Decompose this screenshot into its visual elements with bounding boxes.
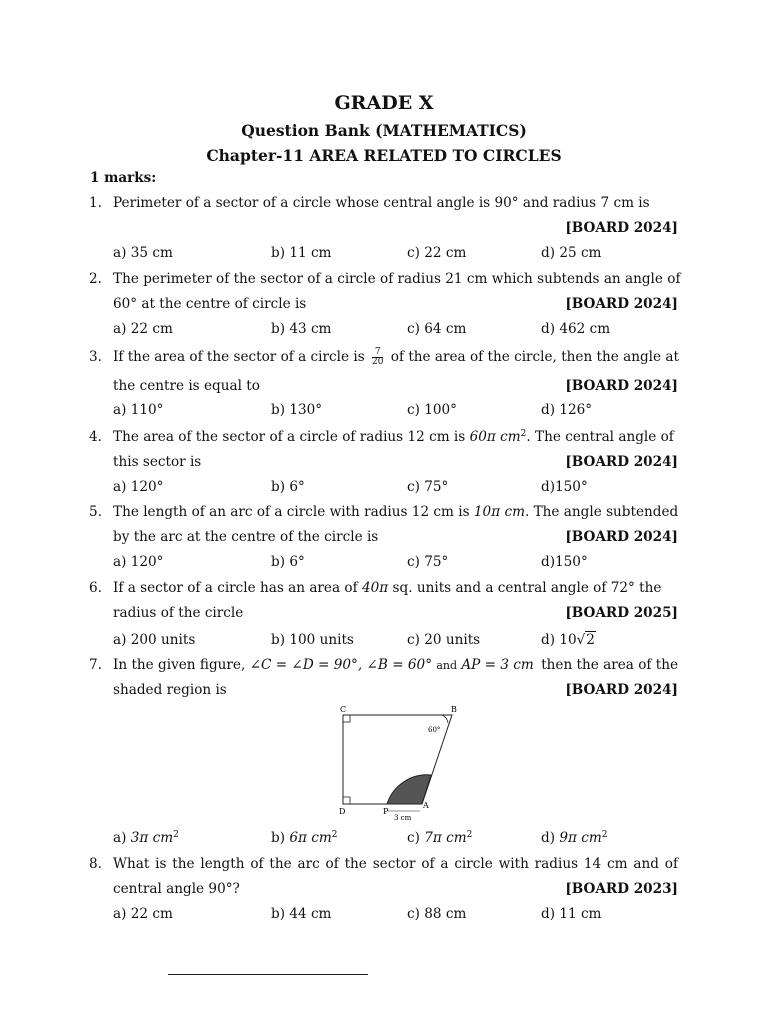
question-3-options <box>113 401 683 419</box>
option-d: d) 462 cm <box>541 321 611 337</box>
footnote-rule <box>168 974 368 975</box>
question-3-line-2 <box>113 377 678 395</box>
question-8-line-2 <box>113 880 678 898</box>
board-tag: [BOARD 2023] <box>565 881 678 897</box>
option-d <box>541 829 607 847</box>
question-text: In the given figure, <box>113 657 246 673</box>
option-c <box>407 829 472 847</box>
option-d: d) 126° <box>541 402 593 418</box>
option-a: a) 22 cm <box>113 906 173 922</box>
option-b <box>271 829 337 847</box>
right-angle-c <box>343 715 350 722</box>
question-text-rest: of the area of the circle, then the angle at <box>390 349 679 365</box>
question-5-line-2 <box>113 528 678 546</box>
board-tag: [BOARD 2024] <box>565 454 678 470</box>
question-text: The area of the sector of a circle of radius 12 cm is <box>113 429 466 445</box>
question-5-options <box>113 553 683 571</box>
option-b: b) 100 units <box>271 632 354 648</box>
fraction-numerator: 7 <box>372 348 383 358</box>
option-c: c) 88 cm <box>407 906 467 922</box>
question-text-rest: then the area of the <box>541 657 678 673</box>
fraction <box>372 348 383 367</box>
angle-arc-b <box>442 715 448 723</box>
option-a <box>113 829 179 847</box>
superscript: 2 <box>520 429 527 439</box>
board-tag: [BOARD 2025] <box>565 605 678 621</box>
right-angle-d <box>343 797 350 804</box>
question-7 <box>89 656 678 674</box>
board-tag: [BOARD 2024] <box>565 296 678 312</box>
option-math: 6π cm <box>289 830 332 846</box>
label-dimension: 3 cm <box>394 814 412 822</box>
question-number: 5. <box>89 504 102 520</box>
option-a: a) 22 cm <box>113 321 173 337</box>
option-c: c) 22 cm <box>407 245 467 261</box>
label-a: A <box>423 801 429 810</box>
option-b: b) 130° <box>271 402 323 418</box>
question-number: 8. <box>89 856 102 872</box>
option-math: 7π cm <box>424 830 467 846</box>
option-d: d) 11 cm <box>541 906 602 922</box>
question-text-cont: the centre is equal to <box>113 378 260 394</box>
question-text: The perimeter of the sector of a circle of radius 21 cm which subtends an angle of <box>113 271 681 287</box>
question-7-options <box>113 829 683 847</box>
option-c: c) 100° <box>407 402 457 418</box>
question-8 <box>89 855 678 873</box>
board-tag: [BOARD 2024] <box>565 682 678 698</box>
option-d-prefix: d) 10 <box>541 632 577 648</box>
option-b: b) 6° <box>271 554 305 570</box>
shaded-sector <box>387 775 431 804</box>
option-c: c) 20 units <box>407 632 481 648</box>
question-number: 3. <box>89 349 102 365</box>
board-tag: [BOARD 2024] <box>565 220 678 236</box>
question-text-cont: 60° at the centre of circle is <box>113 296 307 312</box>
math-length: AP = 3 cm <box>461 657 534 673</box>
question-3 <box>89 347 679 367</box>
subject-title: Question Bank (MATHEMATICS) <box>241 121 527 140</box>
question-2 <box>89 270 681 288</box>
option-c: c) 64 cm <box>407 321 467 337</box>
board-tag: [BOARD 2024] <box>565 378 678 394</box>
option-b: b) 11 cm <box>271 245 332 261</box>
superscript: 2 <box>173 830 179 840</box>
label-p: P <box>383 807 389 816</box>
question-text: The length of an arc of a circle with radius 12 cm is <box>113 504 470 520</box>
question-6-options <box>113 631 683 649</box>
figure-svg <box>330 703 457 823</box>
question-number: 4. <box>89 429 102 445</box>
question-8-options <box>113 905 683 923</box>
question-4 <box>89 428 678 446</box>
grade-title: GRADE X <box>334 92 434 114</box>
question-text-rest: sq. units and a central angle of 72° the <box>392 580 662 596</box>
question-4-options <box>113 478 683 496</box>
option-d: d) 25 cm <box>541 245 602 261</box>
math-angles: ∠C = ∠D = 90°, ∠B = 60° <box>249 657 432 673</box>
math-expression: 10π cm <box>473 504 525 520</box>
question-1 <box>89 194 678 212</box>
option-math: 9π cm <box>559 830 602 846</box>
question-number: 1. <box>89 195 102 211</box>
question-text: What is the length of the arc of the sector of a circle with radius 14 cm and of <box>113 856 678 872</box>
question-7-line-2 <box>113 681 678 699</box>
trapezium-figure <box>330 703 457 827</box>
question-6-line-2 <box>113 604 678 622</box>
question-text-cont: this sector is <box>113 454 202 470</box>
question-text-rest: . The angle subtended <box>524 504 679 520</box>
question-number: 6. <box>89 580 102 596</box>
label-d: D <box>339 807 346 816</box>
option-c: c) 75° <box>407 479 449 495</box>
sqrt-radicand: 2 <box>586 632 595 648</box>
option-a: a) 35 cm <box>113 245 173 261</box>
option-a: a) 120° <box>113 554 164 570</box>
question-text-cont: radius of the circle <box>113 605 244 621</box>
board-tag: [BOARD 2024] <box>565 529 678 545</box>
question-text-cont: central angle 90°? <box>113 881 240 897</box>
question-5 <box>89 503 679 521</box>
option-b: b) 6° <box>271 479 305 495</box>
question-text: If a sector of a circle has an area of <box>113 580 358 596</box>
question-text-cont: shaded region is <box>113 682 227 698</box>
superscript: 2 <box>466 830 473 840</box>
chapter-title: Chapter-11 AREA RELATED TO CIRCLES <box>206 146 562 165</box>
section-heading: 1 marks: <box>90 170 157 186</box>
question-text: Perimeter of a sector of a circle whose central angle is 90° and radius 7 cm is <box>113 195 650 211</box>
question-1-options <box>113 244 683 262</box>
question-4-line-2 <box>113 453 678 471</box>
superscript: 2 <box>331 830 338 840</box>
option-a: a) 110° <box>113 402 164 418</box>
option-math: 3π cm <box>130 830 174 846</box>
option-d: d)150° <box>541 554 588 570</box>
label-angle: 60° <box>428 726 441 734</box>
option-d: d) 10√2 <box>541 632 595 648</box>
question-1-line-2 <box>113 219 678 237</box>
fraction-denominator: 20 <box>372 357 384 367</box>
question-number: 2. <box>89 271 102 287</box>
question-6 <box>89 579 678 597</box>
option-prefix: b) <box>271 830 290 846</box>
superscript: 2 <box>601 830 608 840</box>
option-a: a) 200 units <box>113 632 196 648</box>
option-d: d)150° <box>541 479 588 495</box>
option-prefix: d) <box>541 830 560 846</box>
and-text: and <box>436 659 458 672</box>
question-text-cont: by the arc at the centre of the circle is <box>113 529 379 545</box>
option-prefix: c) <box>407 830 425 846</box>
option-prefix: a) <box>113 830 131 846</box>
question-number: 7. <box>89 657 102 673</box>
math-expression: 40π <box>361 580 389 596</box>
option-b: b) 43 cm <box>271 321 332 337</box>
math-expression: 60π cm <box>469 429 521 445</box>
option-b: b) 44 cm <box>271 906 332 922</box>
question-2-line-2 <box>113 295 678 313</box>
label-b: B <box>451 705 457 714</box>
option-a: a) 120° <box>113 479 164 495</box>
question-text: If the area of the sector of a circle is <box>113 349 365 365</box>
option-c: c) 75° <box>407 554 449 570</box>
question-text-rest: . The central angle of <box>526 429 674 445</box>
label-c: C <box>340 705 347 714</box>
question-2-options <box>113 320 683 338</box>
